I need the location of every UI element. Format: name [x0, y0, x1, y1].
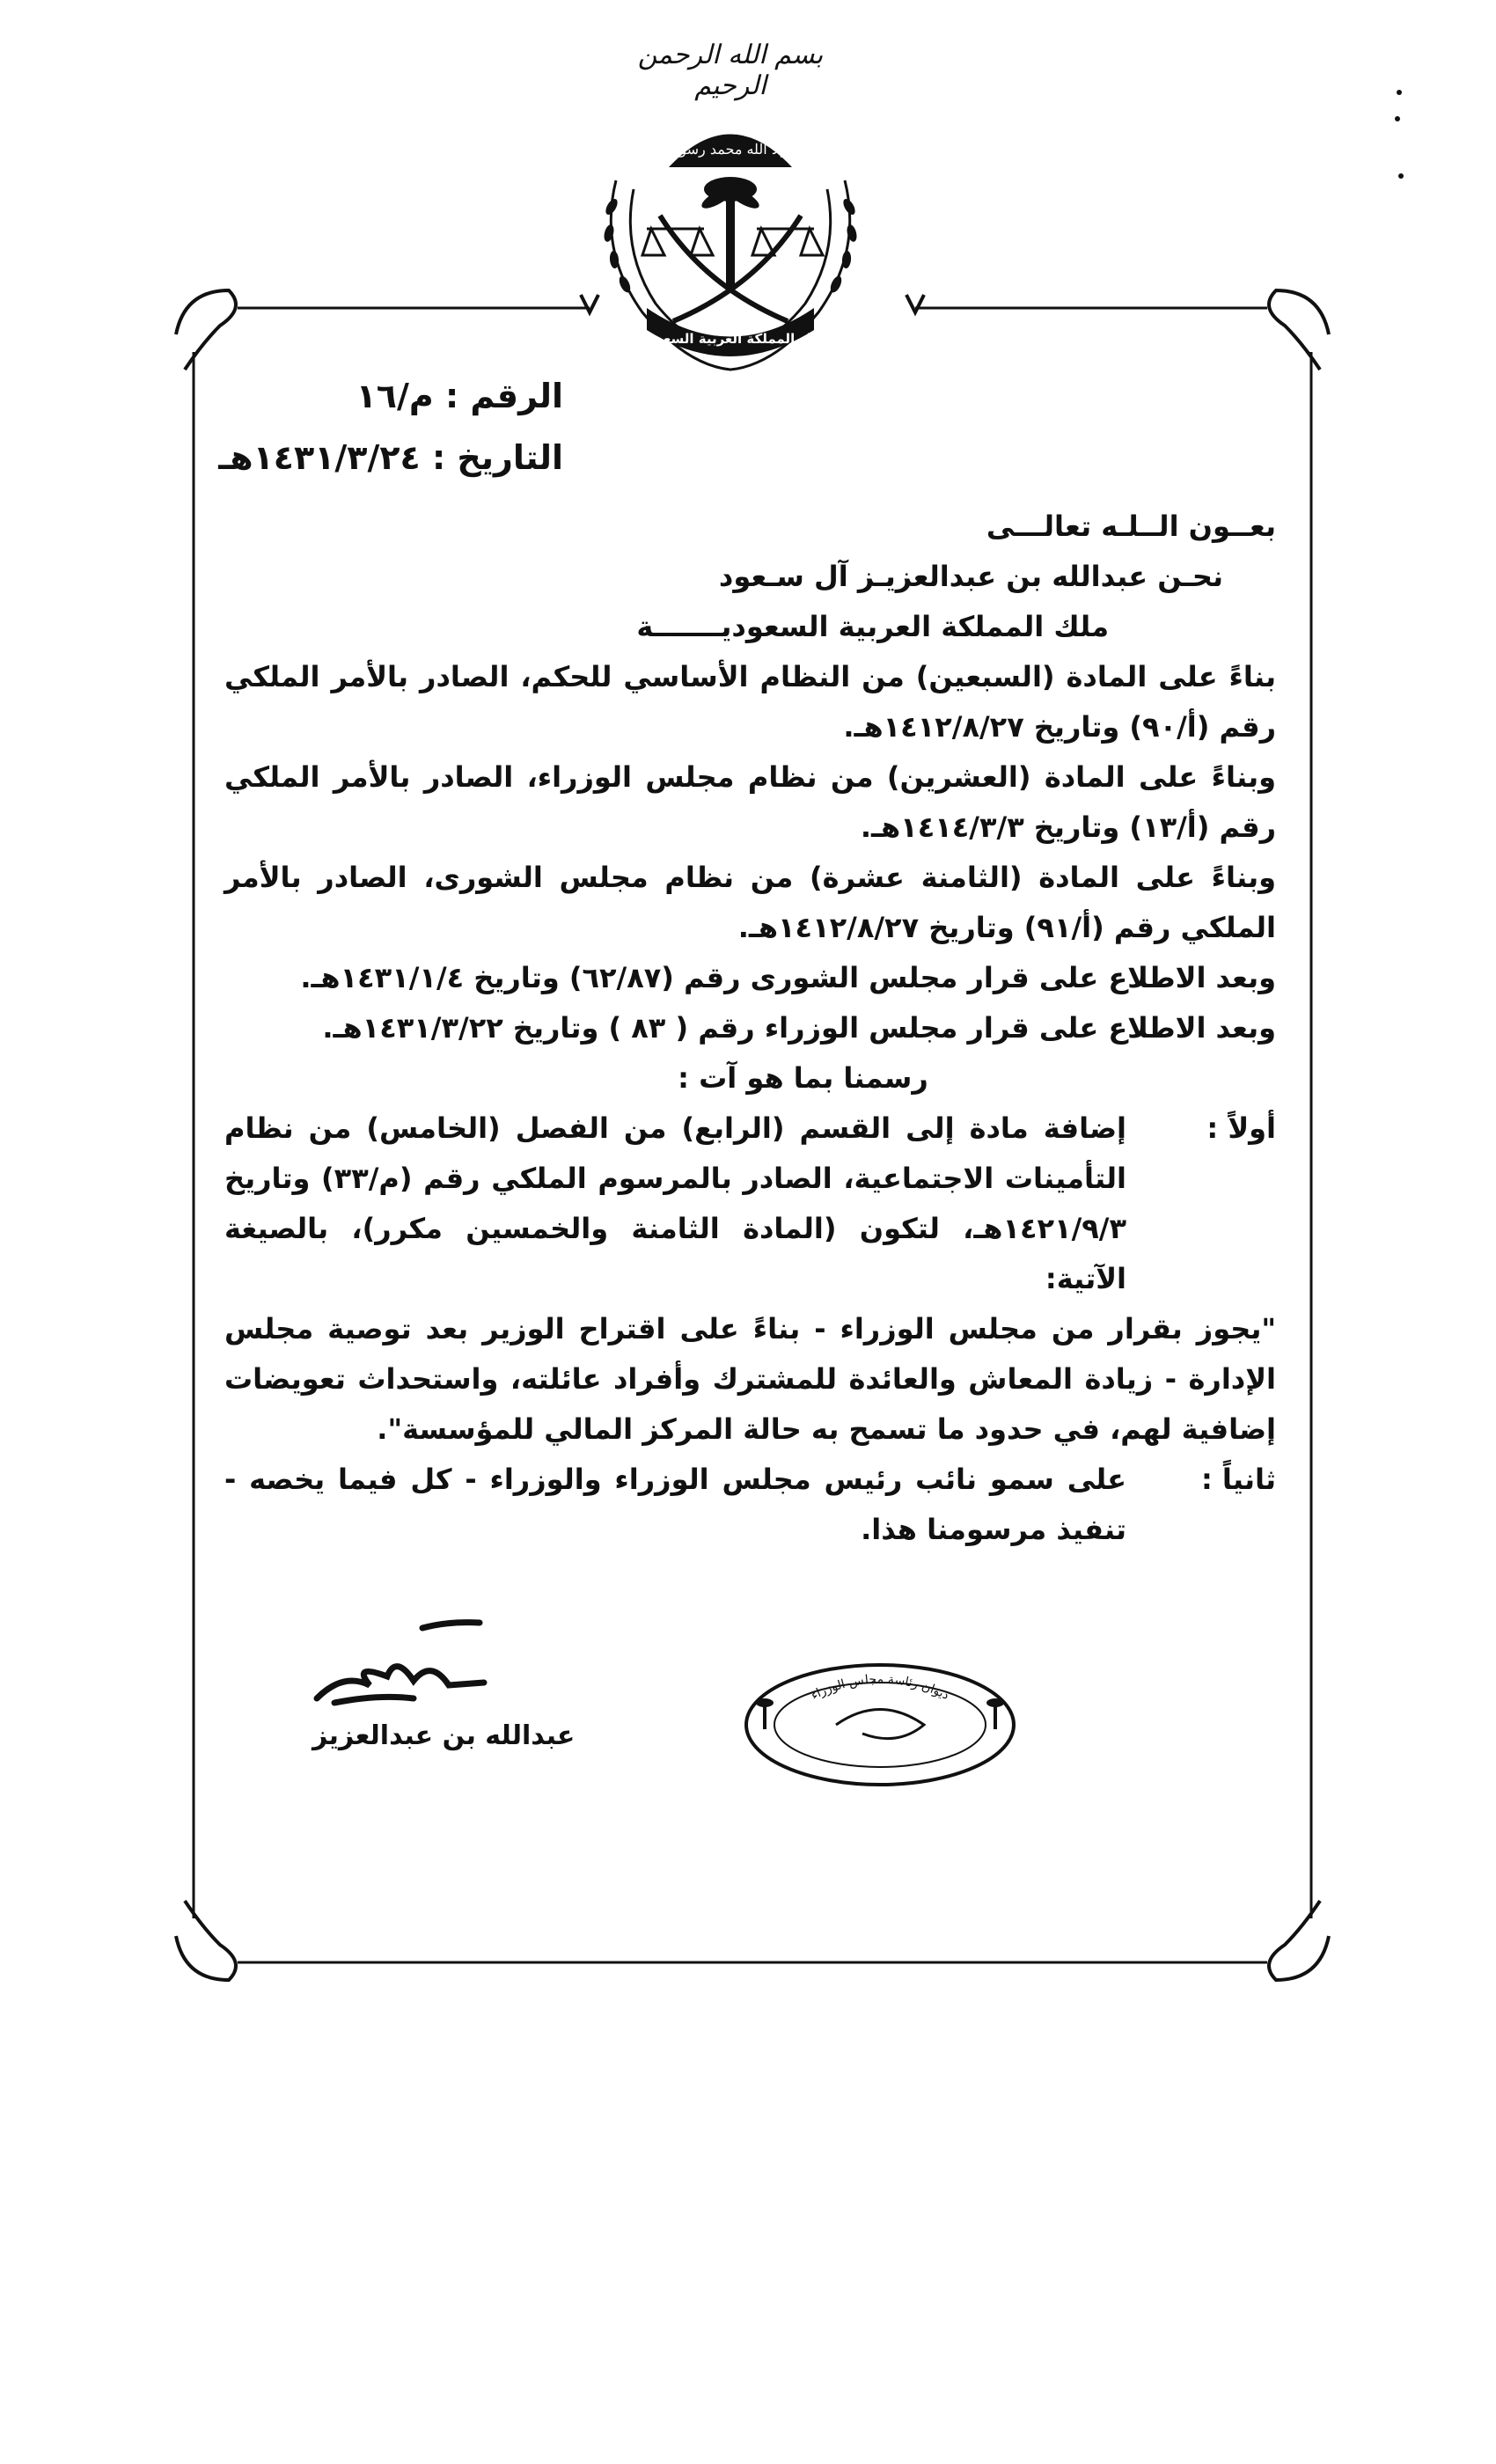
item-text: إضافة مادة إلى القسم (الرابع) من الفصل (الخامس) من نظام التأمينات الاجتماعية، الصادر بالمرسوم الملكي رقم (م/٣٣) وتاريخ ١٤٢١/٩/٣هـ، لتكون (المادة الثامنة والخمسين مكرر)، بالصيغة الآتية:	[224, 1111, 1127, 1295]
king-title: ملك المملكة العربية السعوديـــــــة	[636, 610, 1109, 643]
reference-block	[218, 365, 563, 488]
palm-swords-icon	[756, 1698, 1004, 1729]
basmala: بسم الله الرحمن الرحيم	[637, 40, 824, 101]
whereas-clause: بناءً على المادة (السبعين) من النظام الأساسي للحكم، الصادر بالأمر الملكي رقم (أ/٩٠) وتاريخ ١٤١٢/٨/٢٧هـ.	[224, 660, 1276, 744]
official-stamp	[739, 1659, 1021, 1791]
signatory-name: عبدالله بن عبدالعزيز	[312, 1720, 576, 1751]
emblem-top-text: لا إله إلا الله محمد رسول الله	[644, 141, 817, 158]
whereas-clause: وبناءً على المادة (الثامنة عشرة) من نظام مجلس الشورى، الصادر بالأمر الملكي رقم (أ/٩١) وتاريخ ١٤١٢/٨/٢٧هـ.	[224, 861, 1276, 944]
king-name: نحـن عبدالله بن عبدالعزيـز آل سـعود	[718, 560, 1223, 593]
item-text: "يجوز بقرار من مجلس الوزراء - بناءً على اقتراح الوزير بعد توصية مجلس الإدارة - زيادة المعاش والعائدة للمشترك وأفراد عائلته، واستحداث تعويضات إضافية لهم، في حدود ما تسمح به حالة المركز المالي للمؤسسة".	[224, 1312, 1276, 1446]
handwritten-signature	[299, 1610, 510, 1716]
stamp-text: ديوان رئاسة مجلس الوزراء	[809, 1672, 951, 1703]
item-label: أولاً :	[1206, 1111, 1276, 1145]
emblem-banner-text: ملك المملكة العربية السعودية	[635, 331, 825, 347]
whereas-clause: وبناءً على المادة (العشرين) من نظام مجلس الوزراء، الصادر بالأمر الملكي رقم (أ/١٣) وتاريخ ١٤١٤/٣/٣هـ.	[224, 760, 1276, 844]
decree-item	[224, 1104, 1276, 1304]
decree-item	[224, 1455, 1276, 1555]
crown-top	[644, 135, 816, 168]
item-label: ثانياً :	[1200, 1463, 1276, 1496]
svg-text:ديوان رئاسة مجلس الوزراء	[809, 1672, 951, 1703]
decree-body	[224, 502, 1276, 1555]
decree-date: التاريخ : ١٤٣١/٣/٢٤هـ	[218, 438, 563, 477]
whereas-clause: وبعد الاطلاع على قرار مجلس الشورى رقم (٦٢/٨٧) وتاريخ ١٤٣١/١/٤هـ.	[300, 961, 1276, 994]
stamp-scribble	[836, 1710, 924, 1739]
decree-intro: رسمنا بما هو آت :	[678, 1061, 928, 1095]
margin-dots	[1390, 84, 1408, 224]
decree-item-quote	[224, 1304, 1276, 1455]
item-text: على سمو نائب رئيس مجلس الوزراء والوزراء - كل فيما يخصه - تنفيذ مرسومنا هذا.	[224, 1463, 1126, 1546]
decree-number: الرقم : م/١٦	[356, 377, 563, 415]
whereas-clause: وبعد الاطلاع على قرار مجلس الوزراء رقم ( ٨٣ ) وتاريخ ١٤٣١/٣/٢٢هـ.	[322, 1011, 1276, 1045]
opening-line: بعــون الــلـه تعالـــى	[986, 510, 1276, 543]
